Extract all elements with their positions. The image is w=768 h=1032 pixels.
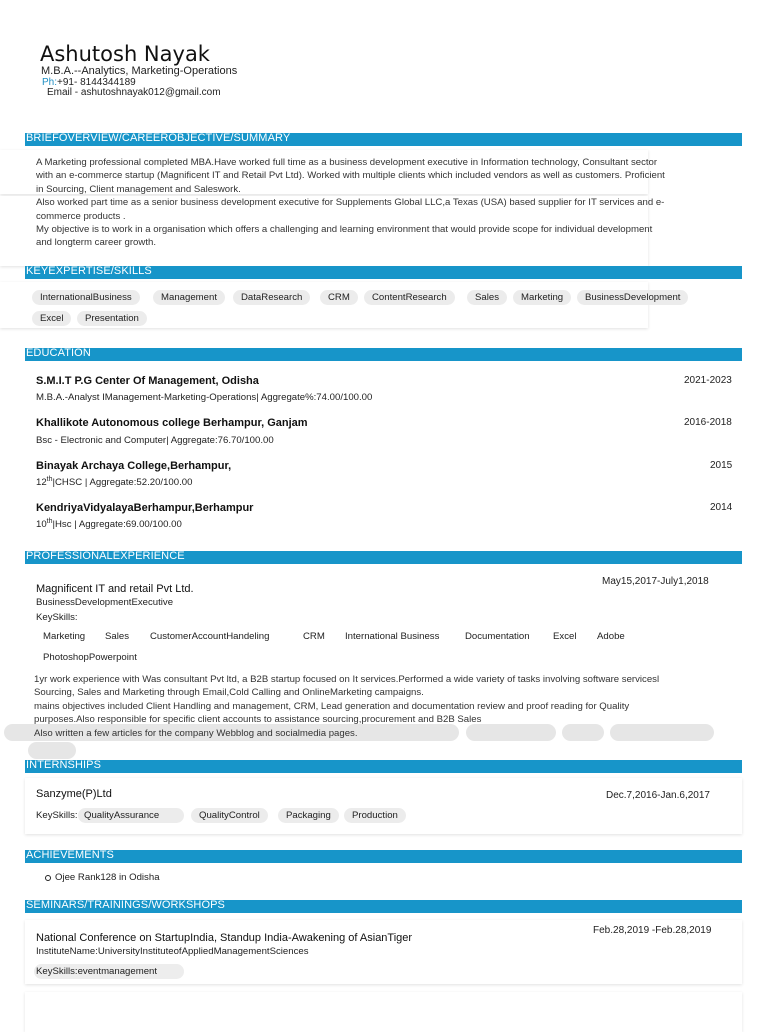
phone-number[interactable]: +91- 8144344189	[57, 77, 136, 88]
experience-line: mains objectives included Client Handling and management, CRM, Lead generation and documentation review and proof reading for Quality	[34, 700, 630, 712]
seminar-keyskills-value: eventmanagement	[77, 966, 158, 977]
skill-chip: Management	[153, 290, 225, 305]
experience-line: 1yr work experience with Was consultant Pvt ltd, a B2B startup focused on It services.Performed a wide variety of tasks involving software servicesl	[34, 674, 660, 685]
experience-keyskills-label: KeySkills:	[36, 612, 78, 623]
section-bar-achievements	[25, 850, 742, 863]
education-year: 2014	[710, 502, 733, 513]
section-bar-summary	[25, 133, 742, 146]
education-institution: Binayak Archaya College,Berhampur,	[36, 460, 232, 472]
education-year: 2015	[710, 460, 733, 471]
candidate-name: Ashutosh Nayak	[40, 42, 210, 66]
experience-skill: International Business	[345, 631, 440, 642]
skill-chip: InternationalBusiness	[32, 290, 140, 305]
candidate-degree: M.B.A.--Analytics, Marketing-Operations	[41, 65, 238, 77]
education-grade-suffix: th	[46, 518, 53, 525]
experience-line: Also written a few articles for the company Webblog and socialmedia pages.	[34, 727, 358, 739]
skill-chip: Excel	[32, 311, 71, 326]
internship-company: Sanzyme(P)Ltd	[36, 788, 112, 800]
section-bar-seminars	[25, 900, 742, 913]
education-detail: Bsc - Electronic and Computer| Aggregate:76.70/100.00	[36, 435, 274, 446]
skill-chip: ContentResearch	[364, 290, 455, 305]
section-title-seminars: SEMINARS/TRAININGS/WORKSHOPS	[26, 899, 225, 911]
seminar-dates: Feb.28,2019 -Feb.28,2019	[593, 925, 712, 936]
bullet-icon	[45, 875, 51, 881]
section-title-achievements: ACHIEVEMENTS	[26, 849, 114, 861]
skill-chip: Marketing	[513, 290, 571, 305]
experience-skill: PhotoshopPowerpoint	[43, 652, 137, 663]
internship-skill-chip: QualityControl	[191, 808, 268, 823]
seminar-institute-name: UniversityInstituteofAppliedManagementSciences	[97, 946, 309, 957]
education-grade: 10	[36, 519, 47, 531]
experience-text	[34, 673, 734, 740]
experience-skill: Marketing	[43, 631, 86, 642]
education-institution: KendriyaVidyalayaBerhampur,Berhampur	[36, 502, 254, 514]
skill-chip: Presentation	[77, 311, 147, 326]
education-institution: Khallikote Autonomous college Berhampur, Ganjam	[36, 417, 308, 429]
skill-chip: DataResearch	[233, 290, 310, 305]
section-bar-skills	[25, 266, 742, 279]
skill-chip: Sales	[467, 290, 507, 305]
skill-chip: CRM	[320, 290, 358, 305]
experience-dates: May15,2017-July1,2018	[602, 576, 709, 587]
section-title-skills: KEYEXPERTISE/SKILLS	[26, 265, 152, 277]
education-year: 2016-2018	[684, 417, 732, 428]
experience-skill: CRM	[303, 631, 325, 642]
education-grade-suffix: th	[46, 476, 53, 483]
seminar-institute	[36, 946, 309, 957]
education-detail	[36, 476, 192, 488]
education-grade: 12	[36, 477, 47, 489]
education-detail-text: |CHSC | Aggregate:52.20/100.00	[52, 477, 193, 489]
seminar-title: National Conference on StartupIndia, Standup India-Awakening of AsianTiger	[36, 932, 413, 944]
section-title-summary: BRIEFOVERVIEW/CAREEROBJECTIVE/SUMMARY	[26, 132, 291, 144]
experience-skill: CustomerAccountHandeling	[150, 631, 270, 642]
experience-skill: Excel	[553, 631, 577, 642]
experience-skill: Adobe	[597, 631, 625, 642]
internship-dates: Dec.7,2016-Jan.6,2017	[606, 790, 710, 801]
seminar-keyskills-label: KeySkills:	[36, 966, 78, 977]
internship-skill-chip: Production	[344, 808, 406, 823]
experience-role: BusinessDevelopmentExecutive	[36, 597, 174, 608]
education-year: 2021-2023	[684, 375, 732, 386]
summary-line: My objective is to work in a organisation which offers a challenging and learning environment that would provide scope for individual development	[36, 224, 653, 236]
summary-line: in Sourcing, Client management and Saleswork.	[36, 183, 241, 195]
education-detail	[36, 518, 182, 530]
summary-line: and longterm career growth.	[36, 237, 156, 249]
summary-line: A Marketing professional completed MBA.Have worked full time as a business development executive in Information technology, Consultant sector	[36, 157, 658, 168]
next-card	[25, 992, 742, 1032]
seminar-institute-label: InstituteName:	[36, 946, 98, 957]
section-title-internships: INTERNSHIPS	[26, 759, 102, 771]
summary-text	[36, 156, 726, 250]
skill-chip: BusinessDevelopment	[577, 290, 688, 305]
section-bar-education	[25, 348, 742, 361]
experience-skill: Documentation	[465, 631, 530, 642]
internship-skill-chip: QualityAssurance	[78, 808, 184, 823]
summary-line: with an e-commerce startup (Magnificent IT and Retail Pvt Ltd). Worked with multiple clients which included vendors as well as customers. Proficient	[36, 170, 665, 182]
placeholder-chip	[28, 742, 76, 759]
summary-line: commerce products .	[36, 210, 126, 222]
section-title-experience: PROFESSIONALEXPERIENCE	[26, 550, 185, 562]
experience-company: Magnificent IT and retail Pvt Ltd.	[36, 583, 194, 595]
experience-line: purposes.Also responsible for specific client accounts to assistance sourcing,procurement and B2B Sales	[34, 714, 482, 726]
internship-skill-chip: Packaging	[278, 808, 339, 823]
education-institution: S.M.I.T P.G Center Of Management, Odisha	[36, 375, 259, 387]
section-bar-internships	[25, 760, 742, 773]
section-bar-experience	[25, 551, 742, 564]
email-line[interactable]: Email - ashutoshnayak012@gmail.com	[47, 87, 221, 98]
summary-line: Also worked part time as a senior business development executive for Supplements Global LLC,a Texas (USA) based supplier for IT services and e-	[36, 197, 665, 209]
section-title-education: EDUCATION	[26, 347, 91, 359]
seminar-keyskills	[34, 964, 184, 979]
experience-skill: Sales	[105, 631, 129, 642]
internship-card	[25, 778, 742, 834]
education-detail: M.B.A.-Analyst IManagement-Marketing-Operations| Aggregate%:74.00/100.00	[36, 392, 373, 403]
achievement-item: Ojee Rank128 in Odisha	[55, 872, 160, 883]
internship-keyskills-label: KeySkills:	[36, 810, 78, 821]
phone-label: Ph:	[42, 77, 58, 88]
experience-line: Sourcing, Sales and Marketing through Email,Cold Calling and OnlineMarketing campaigns.	[34, 687, 424, 699]
education-detail-text: |Hsc | Aggregate:69.00/100.00	[52, 519, 182, 531]
